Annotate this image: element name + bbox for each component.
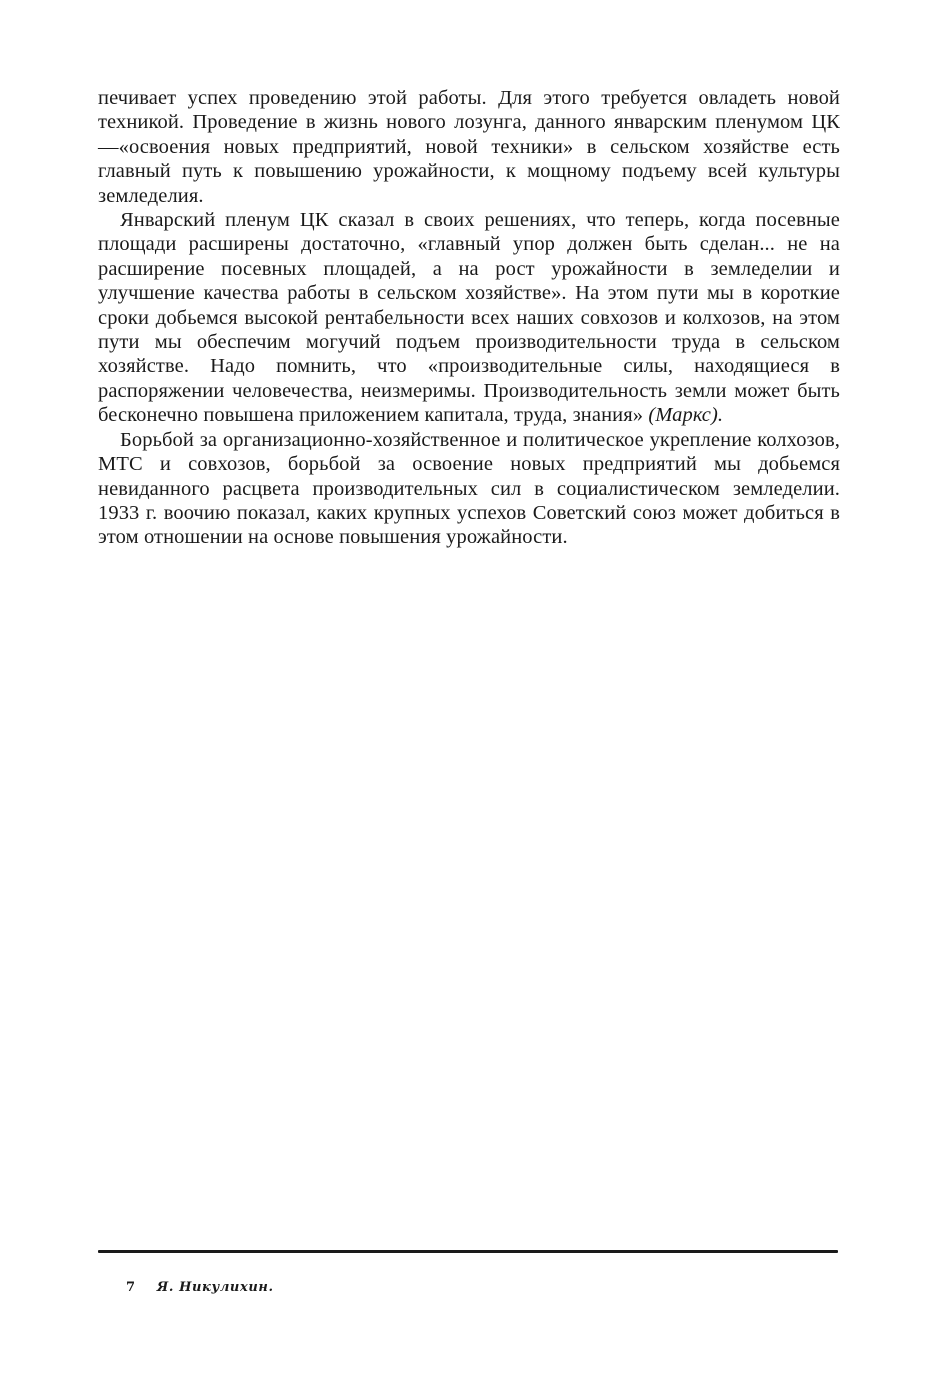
page-footer [126, 1280, 274, 1295]
body-text [98, 86, 840, 550]
signature-author: Я. Никулихин. [156, 1280, 274, 1295]
paragraph-2-text: Январский пленум ЦК сказал в своих решениях, что теперь, когда посевные площади расширены достаточно, «главный упор должен быть сделан... не на расширение посевных площадей, а на рост урожайности в земледелии и улучшение качества работы в сельском хозяйстве». На этом пути мы в короткие сроки добьемся высокой рентабельности всех наших совхозов и колхозов, на этом пути мы обеспечим могучий подъем производительности труда в сельском хозяйстве. Надо помнить, что «производительные силы, находящиеся в распоряжении человечества, неизмеримы. Производительность земли может быть бесконечно повышена приложением капитала, труда, знания» [98, 209, 840, 427]
paragraph-3: Борьбой за организационно-хозяйственное и политическое укрепление колхозов, МТС и совхозов, борьбой за освоение новых предприятий мы добьемся невиданного расцвета производительных сил в социалистическом земледелии. 1933 г. воочию показал, каких крупных успехов Советский союз может добиться в этом отношении на основе повышения урожайности. [98, 428, 840, 549]
paragraph-2 [98, 208, 840, 428]
footer-rule [98, 1250, 838, 1253]
citation-marx: (Маркс). [648, 404, 724, 427]
signature-number: 7 [126, 1280, 136, 1295]
paragraph-1: печивает успех проведению этой работы. Для этого требуется овладеть новой техникой. Проведение в жизнь нового лозунга, данного январским пленумом ЦК—«освоения новых предприятий, новой техники» в сельском хозяйстве есть главный путь к повышению урожайности, к мощному подъему всей культуры земледелия. [98, 87, 840, 207]
